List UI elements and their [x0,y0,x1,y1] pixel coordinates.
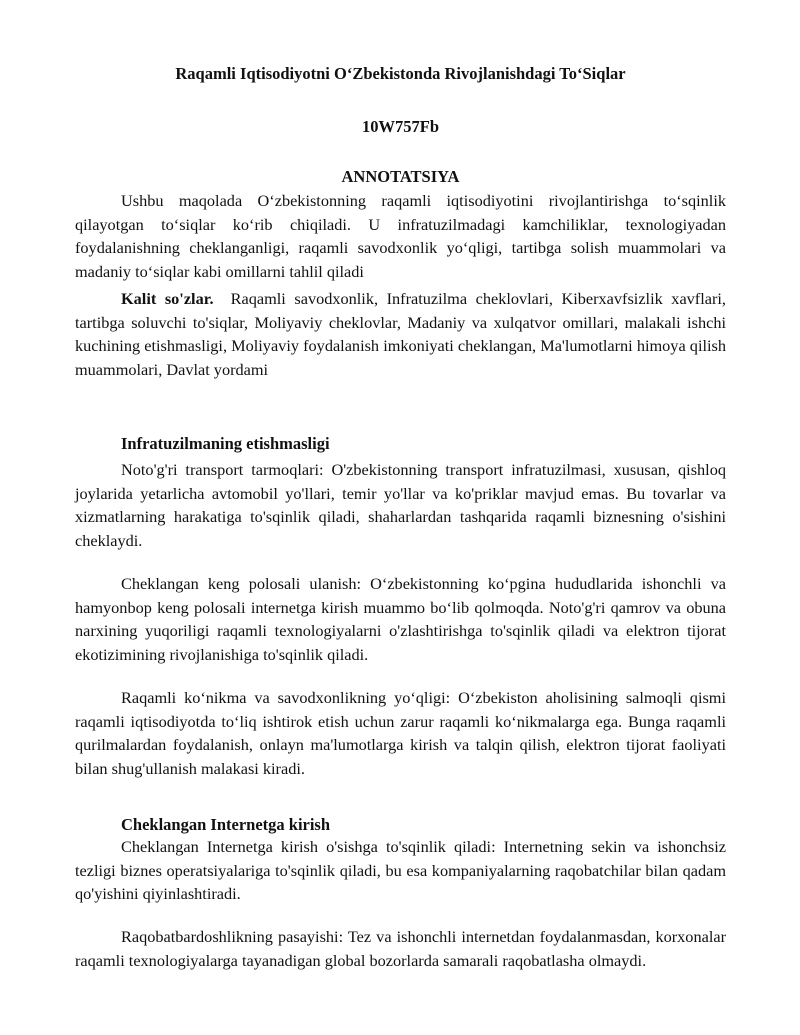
section-heading: Cheklangan Internetga kirish [121,815,331,834]
section-paragraph: Raqamli ko‘nikma va savodxonlikning yo‘qligi: O‘zbekiston aholisining salmoqli qismi raqamli iqtisodiyotda to‘liq ishtirok etish uchun zarur raqamli ko‘nikmalarga ega. Bunga raqamli qurilmalardan foydalanish, onlayn ma'lumotlarga kirish va talqin qilish, elektron tijorat faoliyati bilan shug'ullanish malakasi kiradi. [75,688,726,778]
keywords-label: Kalit so'zlar. [121,289,214,308]
section-paragraph: Cheklangan keng polosali ulanish: O‘zbekistonning ko‘pgina hududlarida ishonchli va hamyonbop keng polosali internetga kirish muammo bo‘lib qolmoqda. Noto'g'ri qamrov va obuna narxining yuqoriligi raqamli texnologiyalarni o'zlashtirishga to'sqinlik qiladi va elektron tijorat ekotizimining rivojlanishiga to'sqinlik qiladi. [75,574,726,664]
document-code: 10W757Fb [361,117,439,136]
keywords-text: Raqamli savodxonlik, Infratuzilma cheklovlari, Kiberxavfsizlik xavflari, tartibga soluvchi to'siqlar, Moliyaviy cheklovlar, Madaniy va xulqatvor omillari, malakali ishchi kuchining etishmasligi, Moliyaviy foydalanish imkoniyati cheklangan, Ma'lumotlarni himoya qilish muammolari, Davlat yordami [75,289,726,379]
document-title: Raqamli Iqtisodiyotni O‘Zbekistonda Rivojlanishdagi To‘Siqlar [175,64,626,83]
annotation-heading: ANNOTATSIYA [341,167,460,186]
section-paragraph: Raqobatbardoshlikning pasayishi: Tez va ishonchli internetdan foydalanmasdan, korxonalar raqamli texnologiyalarga tayanadigan global bozorlarda samarali raqobatlasha olmaydi. [75,927,726,970]
annotation-paragraph: Ushbu maqolada O‘zbekistonning raqamli iqtisodiyotini rivojlantirishga to‘sqinlik qilayotgan to‘siqlar ko‘rib chiqiladi. U infratuzilmadagi kamchiliklar, texnologiyadan foydalanishning cheklanganligi, raqamli savodxonlik yo‘qligi, tartibga solish muammolari va madaniy to‘siqlar kabi omillarni tahlil qiladi [75,191,726,281]
section-heading: Infratuzilmaning etishmasligi [121,434,330,453]
section-paragraph: Cheklangan Internetga kirish o'sishga to'sqinlik qiladi: Internetning sekin va ishonchsiz tezligi biznes operatsiyalariga to'sqinlik qiladi, bu esa kompaniyalarning raqobatchilar bilan qadam qo'yishini qiyinlashtiradi. [75,837,726,904]
section-paragraph: Noto'g'ri transport tarmoqlari: O'zbekistonning transport infratuzilmasi, xususan, qishloq joylarida yetarlicha avtomobil yo'llari, temir yo'llar va ko'priklar mavjud emas. Bu tovarlar va xizmatlarning harakatiga to'sqinlik qiladi, shaharlardan tashqarida raqamli biznesning o'sishini cheklaydi. [75,460,726,550]
keywords-paragraph [75,287,726,381]
